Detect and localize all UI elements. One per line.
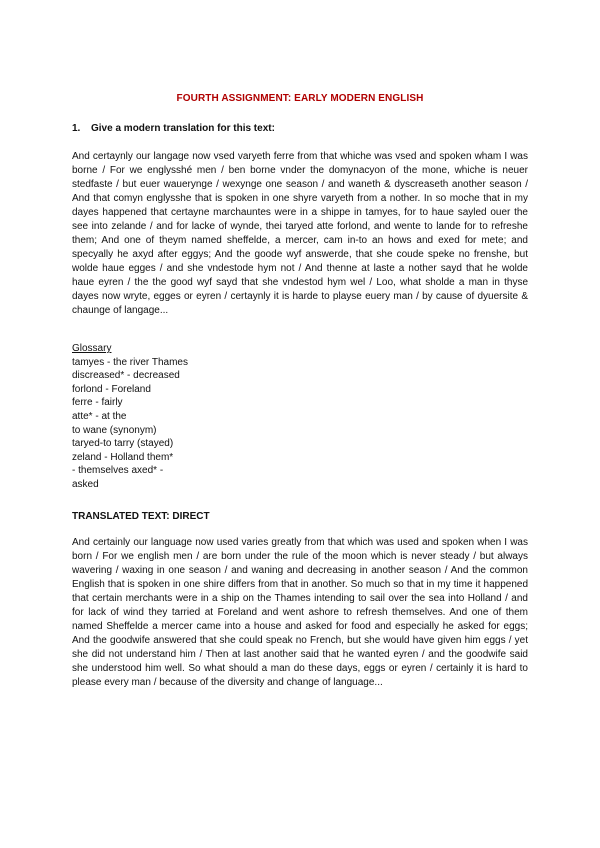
question-heading [72,123,275,134]
translated-text-paragraph: And certainly our language now used varies greatly from that which was used and spoken when I was born / For we english men / are born under the rule of the moon which is never steady / but always wavering / waxing in one season / and waning and decreasing in another season / And the common English that is spoken in one shire differs from that in another. So much so that in my time it happened that certain merchants were in a ship on the Thames intending to sail over the sea into Holland / and for lack of wind they tarried at Foreland and went ashore to refresh themselves. And one of them named Sheffelde a mercer came into a house and asked for food and especially he asked for eggs; And the goodwife answered that she could speak no French, but she would have given him eggs / yet she did not understand him / Then at last another said that he wanted eyren / and the goodwife said she understood him well. So what should a man do these days, eggs or eyren / certainly it is hard to please every man / because of the diversity and change of language... [72,537,528,688]
glossary-line: asked [72,478,99,490]
glossary-line: atte* - at the [72,410,127,422]
glossary-line: - themselves axed* - [72,465,164,477]
question-text: Give a modern translation for this text: [91,123,275,134]
glossary-heading: Glossary [72,343,112,354]
glossary-line: ferre - fairly [72,397,123,409]
glossary-line: forlond - Foreland [72,383,151,395]
glossary-line: zeland - Holland them* [72,451,174,463]
glossary-line: tamyes - the river Thames [72,356,188,368]
glossary [72,342,272,492]
glossary-line: to wane (synonym) [72,424,157,436]
glossary-line: discreased* - decreased [72,370,180,382]
original-text-paragraph: And certaynly our langage now vsed varyeth ferre from that whiche was vsed and spoken wham I was borne / For we englysshé men / ben borne vnder the domynacyon of the mone, whiche is neuer stedfaste / but euer wauerynge / wexynge one season / and waneth & dyscreaseth another season / And that comyn englysshe that is spoken in one shyre varyeth from a nother. In so moche that in my dayes happened that certayne marchauntes were in a shippe in tamyes, for to haue sayled ouer the see into zelande / and for lacke of wynde, thei taryed atte forlond, and wente to lande for to refreshe them; And one of theym named sheffelde, a mercer, cam in-to an hows and exed for mete; and specyally he axyd after eggys; And the goode wyf answerde, that she coude speke no frenshe, but wolde haue egges / and she vndestode hym not / And thenne at laste a nother sayd that he wolde haue eyren / the the good wyf sayd that she vndestod hym wel / Loo, what sholde a man in thyse dayes now wryte, egges or eyren / certaynly it is harde to playse euery man / by cause of dyuersite & chaunge of langage... [72,151,528,316]
glossary-line: taryed-to tarry (stayed) [72,438,174,450]
translated-text-heading: TRANSLATED TEXT: DIRECT [72,511,210,522]
document-title: FOURTH ASSIGNMENT: EARLY MODERN ENGLISH [176,93,424,104]
question-number: 1. [72,123,81,134]
